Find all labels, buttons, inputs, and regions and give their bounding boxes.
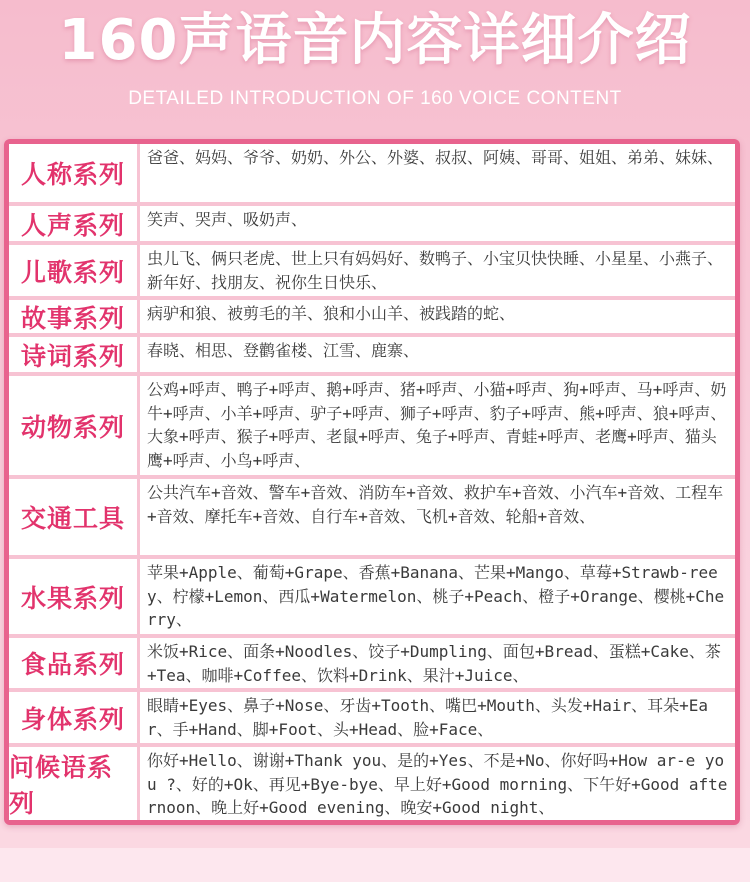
header — [0, 0, 750, 132]
table-row — [9, 479, 735, 555]
table-row — [9, 747, 735, 820]
category-content: 春晓、相思、登鹳雀楼、江雪、鹿寨、 — [140, 337, 735, 372]
category-label: 动物系列 — [9, 376, 137, 475]
category-content: 爸爸、妈妈、爷爷、奶奶、外公、外婆、叔叔、阿姨、哥哥、姐姐、弟弟、妹妹、 — [140, 144, 735, 202]
voice-content-table — [4, 139, 740, 825]
category-label: 问候语系列 — [9, 747, 137, 820]
category-content: 眼睛+Eyes、鼻子+Nose、牙齿+Tooth、嘴巴+Mouth、头发+Hair、耳朵+Ear、手+Hand、脚+Foot、头+Head、脸+Face、 — [140, 692, 735, 743]
category-content: 苹果+Apple、葡萄+Grape、香蕉+Banana、芒果+Mango、草莓+Strawb-reey、柠檬+Lemon、西瓜+Watermelon、桃子+Peach、橙子+Orange、樱桃+Cherry、 — [140, 559, 735, 634]
category-content: 病驴和狼、被剪毛的羊、狼和小山羊、被践踏的蛇、 — [140, 300, 735, 333]
table-row — [9, 638, 735, 688]
category-label: 人称系列 — [9, 144, 137, 202]
table-row — [9, 144, 735, 202]
page-title: 160声语音内容详细介绍 — [58, 8, 692, 73]
table-body — [9, 144, 735, 820]
table-row — [9, 300, 735, 333]
category-content: 公共汽车+音效、警车+音效、消防车+音效、救护车+音效、小汽车+音效、工程车+音效、摩托车+音效、自行车+音效、飞机+音效、轮船+音效、 — [140, 479, 735, 555]
table-row — [9, 692, 735, 743]
category-content: 笑声、哭声、吸奶声、 — [140, 206, 735, 241]
table-row — [9, 559, 735, 634]
category-label: 交通工具 — [9, 479, 137, 555]
category-content: 米饭+Rice、面条+Noodles、饺子+Dumpling、面包+Bread、蛋糕+Cake、茶+Tea、咖啡+Coffee、饮料+Drink、果汁+Juice、 — [140, 638, 735, 688]
page-subtitle: DETAILED INTRODUCTION OF 160 VOICE CONTENT — [128, 88, 622, 109]
table-row — [9, 206, 735, 241]
category-label: 人声系列 — [9, 206, 137, 241]
category-label: 身体系列 — [9, 692, 137, 743]
footer-band — [0, 848, 750, 882]
category-label: 水果系列 — [9, 559, 137, 634]
table-row — [9, 245, 735, 296]
category-label: 儿歌系列 — [9, 245, 137, 296]
category-label: 食品系列 — [9, 638, 137, 688]
category-content: 虫儿飞、俩只老虎、世上只有妈妈好、数鸭子、小宝贝快快睡、小星星、小燕子、新年好、找朋友、祝你生日快乐、 — [140, 245, 735, 296]
category-label: 故事系列 — [9, 300, 137, 333]
category-label: 诗词系列 — [9, 337, 137, 372]
category-content: 公鸡+呼声、鸭子+呼声、鹅+呼声、猪+呼声、小猫+呼声、狗+呼声、马+呼声、奶牛+呼声、小羊+呼声、驴子+呼声、狮子+呼声、豹子+呼声、熊+呼声、狼+呼声、大象+呼声、猴子+呼声、老鼠+呼声、兔子+呼声、青蛙+呼声、老鹰+呼声、猫头鹰+呼声、小鸟+呼声、 — [140, 376, 735, 475]
table-row — [9, 376, 735, 475]
table-row — [9, 337, 735, 372]
category-content: 你好+Hello、谢谢+Thank you、是的+Yes、不是+No、你好吗+How ar-e you ?、好的+Ok、再见+Bye-bye、早上好+Good morning、下午好+Good afternoon、晚上好+Good evening、晚安+Good night、 — [140, 747, 735, 820]
